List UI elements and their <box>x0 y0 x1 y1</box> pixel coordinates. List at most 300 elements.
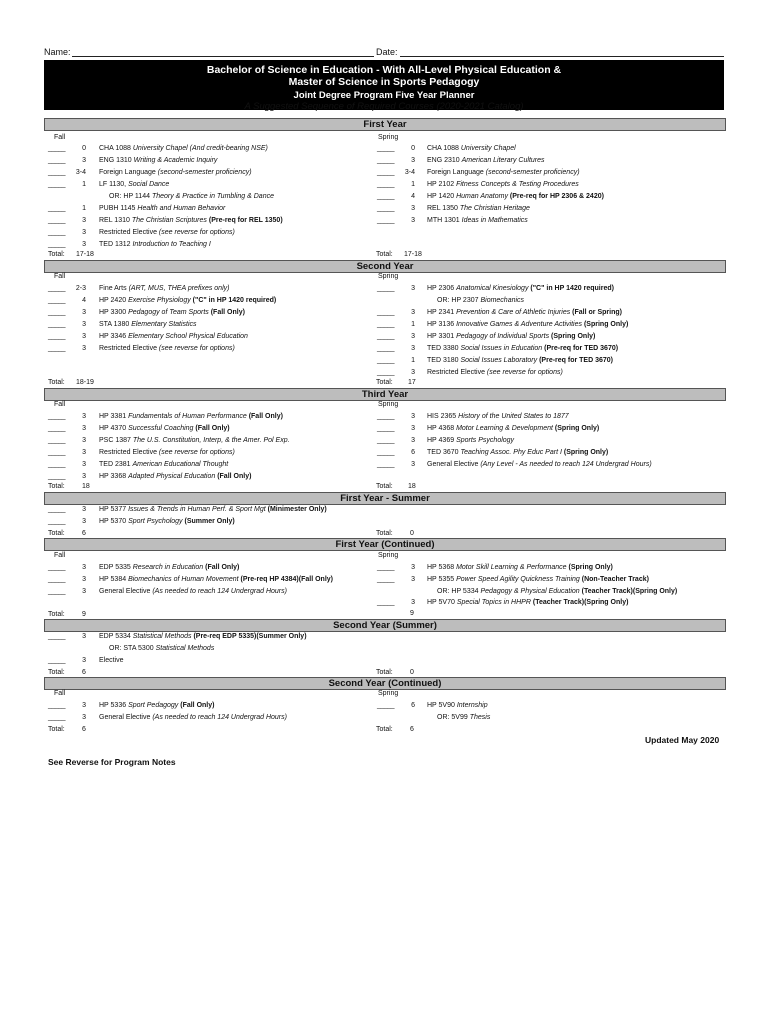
course-title: (Any Level - As needed to reach 124 Undergrad Hours) <box>480 461 652 468</box>
course-checkbox-blank[interactable]: _____ <box>48 145 65 152</box>
course-title: Teaching Assoc. Phy Educ Part I <box>460 449 562 456</box>
course-note: (Pre-req for TED 3670) <box>544 345 619 352</box>
course-code: REL 1350 <box>427 205 458 212</box>
total-label-y3-spring: Total: <box>376 483 393 490</box>
course-credits: 3-4 <box>404 169 415 176</box>
course-checkbox-blank[interactable]: _____ <box>48 297 65 304</box>
course-code: HP 3381 <box>99 413 127 420</box>
course-row <box>427 205 530 212</box>
course-note: (Teacher Track)(Spring Only) <box>532 599 629 606</box>
course-title: American Educational Thought <box>132 461 229 468</box>
course-code: HP 3300 <box>99 309 127 316</box>
course-code: HP 5355 <box>427 576 455 583</box>
course-code: Foreign Language <box>99 169 156 176</box>
course-checkbox-blank[interactable]: _____ <box>48 241 65 248</box>
course-checkbox-blank[interactable]: _____ <box>377 321 394 328</box>
course-code: CHA 1088 <box>99 145 131 152</box>
course-row <box>427 413 569 420</box>
course-row <box>99 309 245 316</box>
course-title: The U.S. Constitution, Interp, & the Amer. Pol Exp. <box>132 437 290 444</box>
course-credits: 3 <box>82 588 86 595</box>
course-title: Biomechanics <box>480 297 525 304</box>
course-title: Fundamentals of Human Performance <box>128 413 247 420</box>
course-row <box>99 169 252 176</box>
course-title: Pedagogy of Individual Sports <box>456 333 550 340</box>
course-checkbox-blank[interactable]: _____ <box>377 599 394 606</box>
course-credits: 3 <box>82 564 86 571</box>
course-title: (see reverse for options) <box>158 449 235 456</box>
course-credits: 3 <box>411 309 415 316</box>
course-credits: 3 <box>411 345 415 352</box>
course-checkbox-blank[interactable]: _____ <box>377 461 394 468</box>
page-subtitle: A Suggested Sequence of Required Courses (2020-2021 Catalog) <box>244 101 524 112</box>
course-code: HP 5V70 <box>427 599 455 606</box>
course-code: HP 3368 <box>99 473 127 480</box>
total-value-y3-spring: 18 <box>408 483 416 490</box>
course-code: HP 2420 <box>99 297 127 304</box>
course-row <box>99 241 211 248</box>
course-row <box>427 309 622 316</box>
course-credits: 6 <box>411 449 415 456</box>
course-code: HP 2306 <box>427 285 455 292</box>
total-value-s1-left: 6 <box>82 530 86 537</box>
course-checkbox-blank[interactable]: _____ <box>48 413 65 420</box>
semester-label-fall: Fall <box>54 552 66 559</box>
total-label-y2-fall: Total: <box>48 379 65 386</box>
course-code: HP 5V90 <box>427 702 455 709</box>
semester-label-fall: Fall <box>54 273 66 280</box>
total-value-y2c-spring: 6 <box>410 726 414 733</box>
name-label: Name: <box>44 47 71 57</box>
course-checkbox-blank[interactable]: _____ <box>377 157 394 164</box>
course-title: American Literary Cultures <box>461 157 545 164</box>
course-title: Social Dance <box>128 181 170 188</box>
course-checkbox-blank[interactable]: _____ <box>48 333 65 340</box>
course-checkbox-blank[interactable]: _____ <box>48 345 65 352</box>
course-row <box>99 564 239 571</box>
total-value-s1-right: 0 <box>410 530 414 537</box>
course-row <box>427 145 516 152</box>
course-checkbox-blank[interactable]: _____ <box>48 425 65 432</box>
total-value-y3-fall: 18 <box>82 483 90 490</box>
course-row <box>99 657 124 664</box>
section-header-third-year: Third Year <box>44 388 726 401</box>
total-label-y1-spring: Total: <box>376 251 393 258</box>
course-code: HP 3136 <box>427 321 455 328</box>
course-checkbox-blank[interactable]: _____ <box>48 576 65 583</box>
course-code: TED 3180 <box>427 357 459 364</box>
course-checkbox-blank[interactable]: _____ <box>48 169 65 176</box>
course-title: Special Topics in HHPR <box>456 599 531 606</box>
course-row <box>427 217 528 224</box>
total-value-y1-spring: 17-18 <box>404 251 422 258</box>
course-title: Innovative Games & Adventure Activities <box>456 321 583 328</box>
title-line-3: Joint Degree Program Five Year Planner <box>293 90 475 101</box>
course-credits: 1 <box>82 205 86 212</box>
course-credits: 6 <box>411 702 415 709</box>
course-code: HP 2341 <box>427 309 455 316</box>
title-line-2: Master of Science in Sports Pedagogy <box>288 76 480 88</box>
course-credits: 3 <box>82 413 86 420</box>
course-credits: 3 <box>411 564 415 571</box>
semester-label-spring: Spring <box>378 134 399 141</box>
course-title: (second-semester proficiency) <box>485 169 580 176</box>
course-checkbox-blank[interactable]: _____ <box>377 193 394 200</box>
course-row <box>427 357 613 364</box>
course-title: (ART, MUS, THEA prefixes only) <box>128 285 230 292</box>
course-title: Power Speed Agility Quickness Training <box>456 576 580 583</box>
course-row <box>109 645 214 652</box>
course-code: OR: 5V99 <box>437 714 468 721</box>
course-code: LF 1130, <box>99 181 127 188</box>
date-label: Date: <box>376 47 398 57</box>
course-checkbox-blank[interactable]: _____ <box>48 518 65 525</box>
course-credits: 3 <box>411 285 415 292</box>
course-credits: 3 <box>411 413 415 420</box>
total-label-y2c-spring: Total: <box>376 726 393 733</box>
course-row <box>99 449 235 456</box>
course-checkbox-blank[interactable]: _____ <box>48 588 65 595</box>
course-checkbox-blank[interactable]: _____ <box>377 564 394 571</box>
course-note: (Fall Only) <box>205 564 240 571</box>
course-row <box>99 437 290 444</box>
course-row <box>99 297 276 304</box>
course-code: OR: HP 2307 <box>437 297 479 304</box>
course-credits: 3 <box>411 425 415 432</box>
course-checkbox-blank[interactable]: _____ <box>48 449 65 456</box>
course-credits: 3 <box>82 449 86 456</box>
course-checkbox-blank[interactable]: _____ <box>48 217 65 224</box>
course-credits: 3 <box>411 461 415 468</box>
course-title: Health and Human Behavior <box>137 205 226 212</box>
course-credits: 3 <box>82 333 86 340</box>
course-credits: 3 <box>82 157 86 164</box>
section-header-second-cont: Second Year (Continued) <box>44 677 726 690</box>
course-credits: 3 <box>411 217 415 224</box>
course-row <box>427 193 604 200</box>
course-row <box>427 369 563 376</box>
course-title: The Christian Scriptures <box>131 217 207 224</box>
course-code: PUBH 1145 <box>99 205 136 212</box>
course-note: (Non-Teacher Track) <box>581 576 649 583</box>
course-code: General Elective <box>99 714 151 721</box>
course-note: (Fall or Spring) <box>572 309 622 316</box>
total-label-s1-right: Total: <box>376 530 393 537</box>
course-code: General Elective <box>427 461 479 468</box>
course-row <box>99 157 217 164</box>
course-title: Pedagogy of Team Sports <box>128 309 209 316</box>
course-credits: 3 <box>82 518 86 525</box>
course-title: Social Issues Laboratory <box>460 357 538 364</box>
course-note: (Spring Only) <box>583 321 629 328</box>
course-checkbox-blank[interactable]: _____ <box>377 425 394 432</box>
course-credits: 3 <box>411 205 415 212</box>
total-value-s2-left: 6 <box>82 669 86 676</box>
course-title: University Chapel <box>460 145 516 152</box>
course-code: HP 5377 <box>99 506 127 513</box>
course-title: University Chapel (And credit-bearing NSE) <box>132 145 268 152</box>
course-row <box>99 229 235 236</box>
course-credits: 3 <box>82 217 86 224</box>
course-checkbox-blank[interactable]: _____ <box>48 181 65 188</box>
course-code: Foreign Language <box>427 169 484 176</box>
course-code: Restricted Elective <box>99 449 157 456</box>
course-checkbox-blank[interactable]: _____ <box>377 437 394 444</box>
course-note: (Fall Only) <box>195 425 230 432</box>
course-checkbox-blank[interactable]: _____ <box>48 157 65 164</box>
course-checkbox-blank[interactable]: _____ <box>48 506 65 513</box>
course-code: Elective <box>99 657 124 664</box>
course-checkbox-blank[interactable]: _____ <box>377 285 394 292</box>
course-code: STA 1380 <box>99 321 130 328</box>
total-label-y1c-fall: Total: <box>48 611 65 618</box>
course-note: (Pre-req EDP 5335)(Summer Only) <box>193 633 307 640</box>
course-credits: 3 <box>82 241 86 248</box>
course-checkbox-blank[interactable]: _____ <box>48 702 65 709</box>
course-row <box>99 321 197 328</box>
course-row <box>99 702 214 709</box>
course-credits: 3 <box>82 657 86 664</box>
course-checkbox-blank[interactable]: _____ <box>48 321 65 328</box>
course-credits: 0 <box>82 145 86 152</box>
course-checkbox-blank[interactable]: _____ <box>377 576 394 583</box>
course-title: Statistical Methods <box>132 633 192 640</box>
total-label-y2-spring: Total: <box>376 379 393 386</box>
course-code: CHA 1088 <box>427 145 459 152</box>
course-title: (see reverse for options) <box>158 229 235 236</box>
course-title: Motor Skill Learning & Performance <box>456 564 567 571</box>
course-checkbox-blank[interactable]: _____ <box>48 564 65 571</box>
course-code: HIS 2365 <box>427 413 457 420</box>
semester-label-fall: Fall <box>54 690 66 697</box>
total-label-y2c-fall: Total: <box>48 726 65 733</box>
course-row <box>99 285 229 292</box>
course-row <box>109 193 274 200</box>
course-credits: 1 <box>82 181 86 188</box>
title-line-1: Bachelor of Science in Education - With All-Level Physical Education & <box>206 64 562 76</box>
course-credits: 3 <box>82 576 86 583</box>
course-row <box>427 576 649 583</box>
course-row <box>99 181 169 188</box>
course-title: Adapted Physical Education <box>128 473 216 480</box>
course-credits: 3 <box>82 425 86 432</box>
course-checkbox-blank[interactable]: _____ <box>48 461 65 468</box>
course-row <box>437 297 524 304</box>
course-checkbox-blank[interactable]: _____ <box>377 181 394 188</box>
course-credits: 3 <box>82 321 86 328</box>
course-code: Restricted Elective <box>427 369 485 376</box>
course-title: Biomechanics of Human Movement <box>128 576 239 583</box>
course-code: HP 4370 <box>99 425 127 432</box>
course-note: ("C" in HP 1420 required) <box>192 297 277 304</box>
course-checkbox-blank[interactable]: _____ <box>377 205 394 212</box>
course-row <box>427 345 618 352</box>
course-note: ("C" in HP 1420 required) <box>530 285 614 292</box>
course-title: Writing & Academic Inquiry <box>133 157 218 164</box>
course-checkbox-blank[interactable]: _____ <box>48 205 65 212</box>
course-row <box>427 333 595 340</box>
course-checkbox-blank[interactable]: _____ <box>48 285 65 292</box>
course-row <box>99 217 283 224</box>
section-header-first-year: First Year <box>44 118 726 131</box>
course-checkbox-blank[interactable]: _____ <box>377 357 394 364</box>
course-row <box>427 285 614 292</box>
course-code: HP 5336 <box>99 702 127 709</box>
course-checkbox-blank[interactable]: _____ <box>377 309 394 316</box>
course-title: Prevention & Care of Athletic Injuries <box>456 309 571 316</box>
course-note: (Spring Only) <box>563 449 609 456</box>
course-row <box>99 333 248 340</box>
course-title: Exercise Physiology <box>128 297 191 304</box>
course-code: TED 3380 <box>427 345 459 352</box>
course-checkbox-blank[interactable]: _____ <box>377 333 394 340</box>
section-header-first-cont: First Year (Continued) <box>44 538 726 551</box>
course-credits: 2-3 <box>75 285 86 292</box>
course-code: General Elective <box>99 588 151 595</box>
course-credits: 3 <box>82 229 86 236</box>
course-title: (As needed to reach 124 Undergrad Hours) <box>152 714 287 721</box>
course-row <box>427 461 652 468</box>
course-row <box>437 714 490 721</box>
course-row <box>427 599 628 606</box>
course-checkbox-blank[interactable]: _____ <box>377 217 394 224</box>
section-header-first-summer: First Year - Summer <box>44 492 726 505</box>
course-title: (As needed to reach 124 Undergrad Hours) <box>152 588 287 595</box>
course-credits: 4 <box>411 193 415 200</box>
course-checkbox-blank[interactable]: _____ <box>48 657 65 664</box>
semester-label-fall: Fall <box>54 134 66 141</box>
course-title: (second-semester proficiency) <box>157 169 252 176</box>
section-header-second-year: Second Year <box>44 260 726 273</box>
course-credits: 3 <box>411 369 415 376</box>
course-title: Sports Psychology <box>456 437 515 444</box>
total-value-y1c-fall: 9 <box>82 611 86 618</box>
course-code: MTH 1301 <box>427 217 460 224</box>
course-code: ENG 1310 <box>99 157 132 164</box>
see-reverse-note: See Reverse for Program Notes <box>48 757 176 767</box>
course-note: (Pre-req for HP 2306 & 2420) <box>509 193 604 200</box>
total-label-y3-fall: Total: <box>48 483 65 490</box>
total-value-y2c-fall: 6 <box>82 726 86 733</box>
course-title: Fitness Concepts & Testing Procedures <box>456 181 579 188</box>
semester-label-spring: Spring <box>378 690 399 697</box>
course-row <box>427 181 579 188</box>
course-checkbox-blank[interactable]: _____ <box>377 413 394 420</box>
course-row <box>427 564 613 571</box>
course-note: (Fall Only) <box>248 413 283 420</box>
course-checkbox-blank[interactable]: _____ <box>377 702 394 709</box>
course-code: HP 5384 <box>99 576 127 583</box>
course-code: OR: HP 5334 <box>437 588 479 595</box>
course-row <box>427 321 628 328</box>
course-code: Fine Arts <box>99 285 127 292</box>
course-code: TED 2381 <box>99 461 131 468</box>
course-title: Theory & Practice in Tumbling & Dance <box>151 193 274 200</box>
course-code: OR: STA 5300 <box>109 645 154 652</box>
course-row <box>99 714 287 721</box>
course-code: TED 3670 <box>427 449 459 456</box>
total-label-s2-left: Total: <box>48 669 65 676</box>
course-note: (Fall Only) <box>210 309 245 316</box>
course-row <box>99 576 333 583</box>
course-note: (Pre-req for REL 1350) <box>208 217 283 224</box>
semester-label-spring: Spring <box>378 273 399 280</box>
course-code: EDP 5334 <box>99 633 131 640</box>
course-row <box>427 425 599 432</box>
course-row <box>99 461 228 468</box>
total-value-s2-right: 0 <box>410 669 414 676</box>
course-note: (Spring Only) <box>568 564 613 571</box>
course-code: REL 1310 <box>99 217 130 224</box>
course-code: HP 2102 <box>427 181 455 188</box>
course-code: PSC 1387 <box>99 437 131 444</box>
course-credits: 3 <box>82 461 86 468</box>
course-row <box>427 157 545 164</box>
course-checkbox-blank[interactable]: _____ <box>377 345 394 352</box>
course-title: Internship <box>456 702 488 709</box>
course-checkbox-blank[interactable]: _____ <box>377 369 394 376</box>
course-code: HP 5370 <box>99 518 127 525</box>
course-checkbox-blank[interactable]: _____ <box>377 449 394 456</box>
semester-label-spring: Spring <box>378 401 399 408</box>
course-row <box>427 437 514 444</box>
course-title: Pedagogy & Physical Education <box>480 588 580 595</box>
course-note: (Minimester Only) <box>267 506 327 513</box>
course-row <box>99 506 327 513</box>
course-credits: 0 <box>411 145 415 152</box>
course-checkbox-blank[interactable]: _____ <box>48 633 65 640</box>
course-row <box>99 425 230 432</box>
semester-label-fall: Fall <box>54 401 66 408</box>
course-title: Elementary Statistics <box>131 321 197 328</box>
course-checkbox-blank[interactable]: _____ <box>48 309 65 316</box>
course-code: HP 3301 <box>427 333 455 340</box>
course-row <box>99 518 235 525</box>
course-credits: 3 <box>82 714 86 721</box>
course-title: (see reverse for options) <box>486 369 563 376</box>
course-note: (Spring Only) <box>551 333 596 340</box>
course-checkbox-blank[interactable]: _____ <box>377 169 394 176</box>
course-checkbox-blank[interactable]: _____ <box>377 145 394 152</box>
course-credits: 3 <box>411 333 415 340</box>
course-title: Sport Pedagogy <box>128 702 179 709</box>
course-note: (Teacher Track)(Spring Only) <box>581 588 678 595</box>
course-credits: 3 <box>82 309 86 316</box>
course-code: Restricted Elective <box>99 229 157 236</box>
total-label-y1-fall: Total: <box>48 251 65 258</box>
course-title: Social Issues in Education <box>460 345 543 352</box>
course-note: (Pre-req HP 4384)(Fall Only) <box>240 576 333 583</box>
course-title: Statistical Methods <box>155 645 215 652</box>
course-checkbox-blank[interactable]: _____ <box>48 473 65 480</box>
course-row <box>99 205 225 212</box>
course-credits: 3 <box>82 633 86 640</box>
course-note: (Fall Only) <box>217 473 252 480</box>
course-code: Restricted Elective <box>99 345 157 352</box>
date-field[interactable] <box>400 56 724 57</box>
course-credits: 3 <box>82 437 86 444</box>
course-checkbox-blank[interactable]: _____ <box>48 714 65 721</box>
course-credits: 3 <box>82 345 86 352</box>
course-title: Sport Psychology <box>128 518 183 525</box>
course-title: Human Anatomy <box>456 193 508 200</box>
course-checkbox-blank[interactable]: _____ <box>48 229 65 236</box>
name-field[interactable] <box>72 56 374 57</box>
course-checkbox-blank[interactable]: _____ <box>48 437 65 444</box>
course-title: Elementary School Physical Education <box>128 333 248 340</box>
semester-label-spring: Spring <box>378 552 399 559</box>
course-code: TED 1312 <box>99 241 131 248</box>
